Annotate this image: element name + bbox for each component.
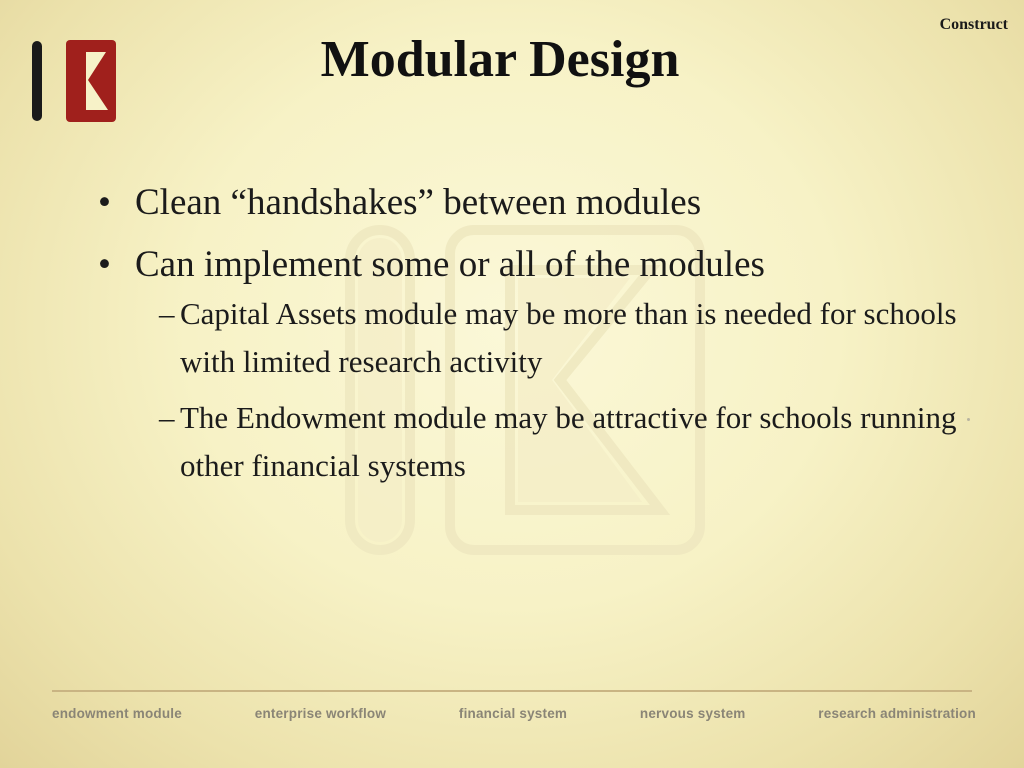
bullet-list bbox=[98, 180, 958, 506]
bullet-text: Clean “handshakes” between modules bbox=[135, 182, 702, 223]
footer-link-endowment-module[interactable]: endowment module bbox=[52, 705, 182, 721]
footer-link-financial-system[interactable]: financial system bbox=[458, 705, 568, 721]
dash-icon: – bbox=[159, 400, 175, 435]
sub-bullet-text: The Endowment module may be attractive for schools running other financial systems bbox=[180, 400, 957, 483]
sub-bullet-item bbox=[135, 394, 958, 490]
bullet-dot-icon: • bbox=[98, 182, 111, 223]
sub-bullet-text: Capital Assets module may be more than is needed for schools with limited research activity bbox=[180, 296, 957, 379]
sub-bullet-item bbox=[135, 290, 958, 386]
footer-link-research-administration[interactable]: research administration bbox=[818, 705, 976, 721]
page-title: Modular Design bbox=[320, 31, 680, 88]
footer-link-enterprise-workflow[interactable]: enterprise workflow bbox=[254, 705, 387, 721]
bullet-item bbox=[98, 180, 958, 226]
corner-label: Construct bbox=[939, 16, 1008, 33]
bullet-dot-icon: • bbox=[98, 244, 111, 285]
decorative-dot bbox=[967, 418, 970, 421]
dash-icon: – bbox=[159, 296, 175, 331]
footer-divider bbox=[52, 690, 972, 692]
footer-link-nervous-system[interactable]: nervous system bbox=[639, 705, 746, 721]
bullet-text: Can implement some or all of the modules bbox=[135, 244, 765, 285]
footer-nav bbox=[52, 702, 976, 724]
sub-bullet-list bbox=[135, 290, 958, 490]
bullet-item bbox=[98, 242, 958, 490]
